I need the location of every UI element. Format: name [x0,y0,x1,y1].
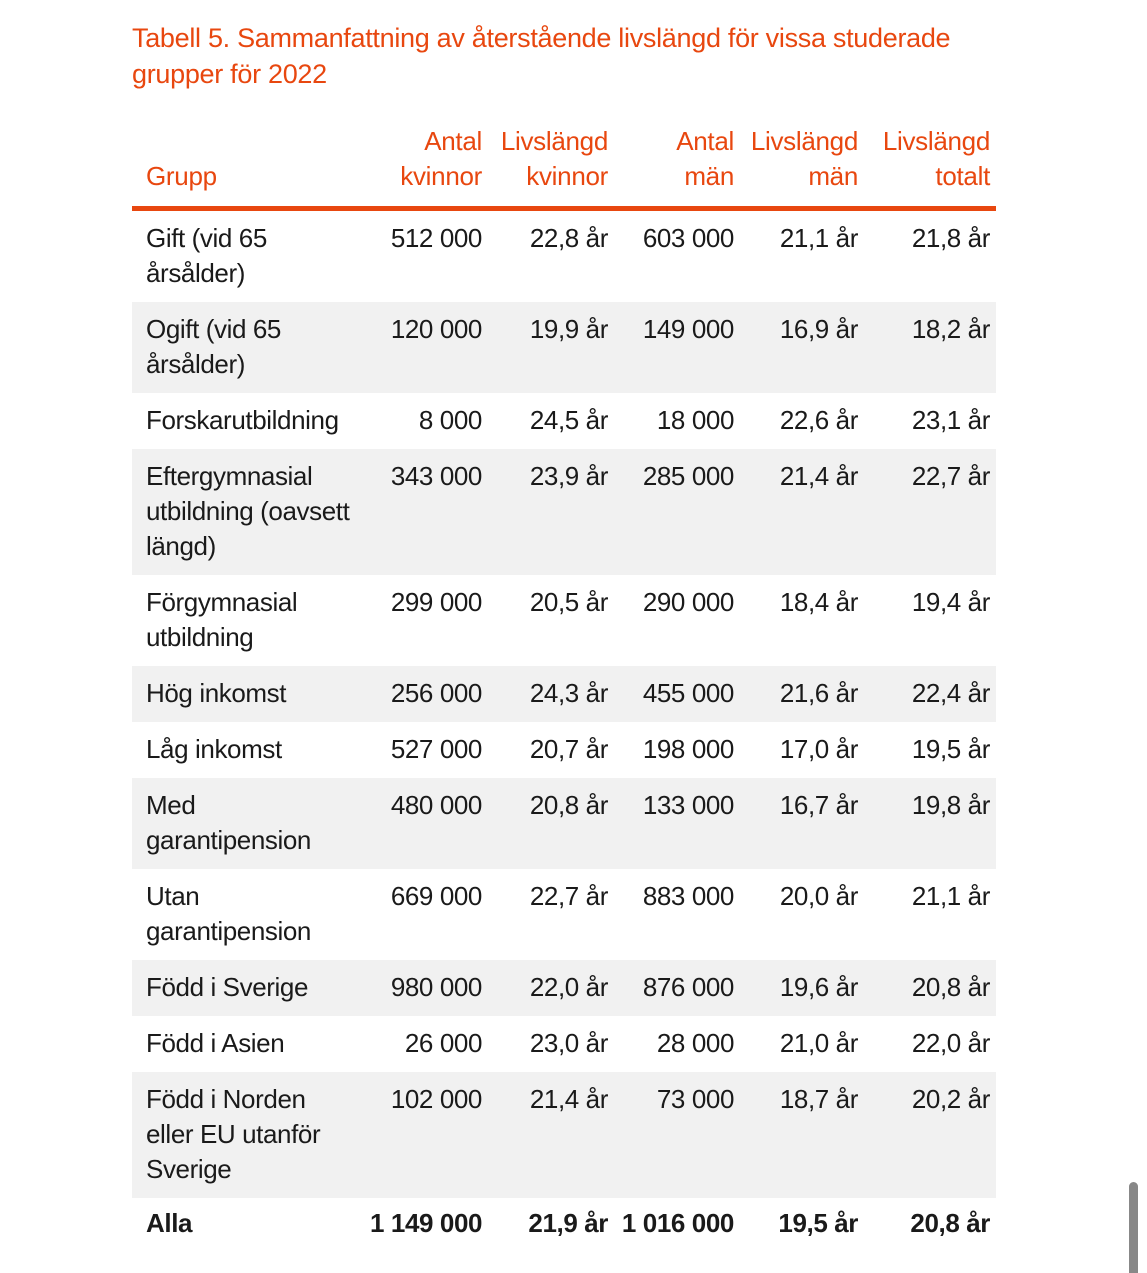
cell-antal-kvinnor: 480 000 [364,778,488,869]
table-row [132,449,996,575]
cell-livslangd-totalt: 19,4 år [911,587,990,617]
table-row [132,209,996,303]
cell-antal-man: 18 000 [656,405,734,435]
cell-livslangd-kvinnor: 22,8 år [529,223,608,253]
cell-antal-kvinnor: 256 000 [364,666,488,722]
table-row [132,1072,996,1198]
cell-livslangd-totalt: 20,8 år [864,960,996,1016]
cell-livslangd-totalt: 21,1 år [911,881,990,911]
table-row [132,960,996,1016]
cell-grupp: Hög inkomst [132,666,364,722]
cell-antal-kvinnor: 8 000 [418,405,482,435]
cell-livslangd-kvinnor: 23,9 år [488,449,614,575]
cell-livslangd-kvinnor: 23,0 år [529,1028,608,1058]
cell-livslangd-kvinnor: 24,3 år [488,666,614,722]
table-row [132,869,996,960]
table-row [132,393,996,449]
table-row [132,575,996,666]
header-grupp: Grupp [132,120,364,209]
cell-livslangd-man: 16,7 år [740,778,864,869]
cell-antal-kvinnor: 120 000 [364,302,488,393]
cell-livslangd-totalt: 23,1 år [911,405,990,435]
cell-antal-kvinnor: 26 000 [404,1028,482,1058]
cell-grupp: Född i Norden eller EU utanför Sverige [132,1072,364,1198]
cell-livslangd-man: 17,0 år [779,734,858,764]
cell-livslangd-kvinnor: 20,8 år [488,778,614,869]
cell-livslangd-man: 20,0 år [779,881,858,911]
cell-livslangd-totalt: 18,2 år [864,302,996,393]
cell-antal-kvinnor: 527 000 [390,734,482,764]
cell-antal-kvinnor: 102 000 [364,1072,488,1198]
header-antal-man: Antal män [614,120,740,209]
cell-antal-man: 198 000 [642,734,734,764]
cell-livslangd-kvinnor: 19,9 år [488,302,614,393]
header-livslangd-man: Livslängd män [740,120,864,209]
cell-grupp: Gift (vid 65 årsålder) [146,223,267,288]
cell-antal-man: 883 000 [642,881,734,911]
cell-antal-man: 290 000 [642,587,734,617]
cell-antal-man: 876 000 [614,960,740,1016]
cell-livslangd-kvinnor: 20,7 år [529,734,608,764]
cell-antal-man: 73 000 [614,1072,740,1198]
cell-livslangd-kvinnor: 20,5 år [529,587,608,617]
table-row [132,1016,996,1072]
cell-livslangd-man-total: 19,5 år [778,1208,858,1238]
cell-livslangd-man: 18,4 år [779,587,858,617]
cell-antal-kvinnor-total: 1 149 000 [370,1208,483,1238]
vertical-scrollbar[interactable] [1129,1182,1138,1273]
cell-antal-kvinnor: 980 000 [364,960,488,1016]
header-livslangd-kvinnor: Livslängd kvinnor [488,120,614,209]
cell-livslangd-totalt: 21,8 år [911,223,990,253]
cell-livslangd-man: 22,6 år [779,405,858,435]
cell-grupp: Forskarutbildning [146,405,339,435]
cell-livslangd-totalt: 22,4 år [864,666,996,722]
header-row [132,120,996,209]
cell-livslangd-kvinnor-total: 21,9 år [528,1208,608,1238]
cell-livslangd-man: 21,4 år [740,449,864,575]
cell-livslangd-man: 18,7 år [740,1072,864,1198]
cell-antal-kvinnor: 512 000 [390,223,482,253]
cell-antal-man: 455 000 [614,666,740,722]
table-row [132,302,996,393]
cell-grupp: Ogift (vid 65 årsålder) [132,302,364,393]
cell-livslangd-man: 19,6 år [740,960,864,1016]
cell-livslangd-totalt: 19,8 år [864,778,996,869]
cell-antal-man: 28 000 [656,1028,734,1058]
life-expectancy-table [132,120,996,1252]
cell-antal-kvinnor: 299 000 [390,587,482,617]
cell-livslangd-kvinnor: 22,7 år [529,881,608,911]
cell-livslangd-totalt: 22,0 år [911,1028,990,1058]
cell-grupp: Låg inkomst [146,734,282,764]
cell-grupp: Med garantipension [132,778,364,869]
cell-grupp: Född i Asien [146,1028,285,1058]
cell-antal-man: 285 000 [614,449,740,575]
cell-livslangd-totalt-total: 20,8 år [910,1208,990,1238]
cell-grupp-total: Alla [146,1208,193,1238]
cell-antal-man: 149 000 [614,302,740,393]
header-livslangd-totalt: Livslängd totalt [864,120,996,209]
cell-grupp: Född i Sverige [132,960,364,1016]
cell-antal-man-total: 1 016 000 [621,1208,734,1238]
cell-antal-man: 133 000 [614,778,740,869]
cell-livslangd-man: 16,9 år [740,302,864,393]
table-title: Tabell 5. Sammanfattning av återstående livslängd för vissa studerade grupper för 2022 [132,23,951,89]
total-row [132,1198,996,1252]
cell-antal-kvinnor: 669 000 [390,881,482,911]
cell-grupp: Utan garantipension [146,881,311,946]
cell-livslangd-totalt: 20,2 år [864,1072,996,1198]
table-row [132,778,996,869]
cell-livslangd-man: 21,0 år [779,1028,858,1058]
cell-livslangd-man: 21,6 år [740,666,864,722]
cell-grupp: Förgymnasial utbildning [146,587,298,652]
cell-livslangd-kvinnor: 24,5 år [529,405,608,435]
header-antal-kvinnor: Antal kvinnor [364,120,488,209]
cell-livslangd-totalt: 19,5 år [911,734,990,764]
cell-livslangd-man: 21,1 år [779,223,858,253]
cell-antal-man: 603 000 [642,223,734,253]
cell-livslangd-kvinnor: 21,4 år [488,1072,614,1198]
cell-grupp: Eftergymnasial utbildning (oavsett längd) [132,449,364,575]
table-row [132,722,996,778]
table-row [132,666,996,722]
cell-antal-kvinnor: 343 000 [364,449,488,575]
cell-livslangd-totalt: 22,7 år [864,449,996,575]
cell-livslangd-kvinnor: 22,0 år [488,960,614,1016]
